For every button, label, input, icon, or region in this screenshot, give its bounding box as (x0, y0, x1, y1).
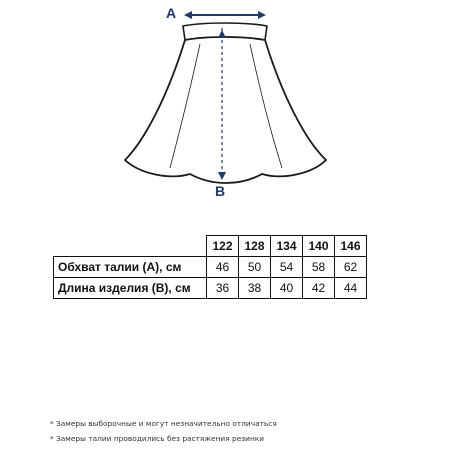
label-a: A (166, 5, 177, 21)
row-label-waist: Обхват талии (А), см (54, 257, 207, 278)
row-label-length: Длина изделия (В), см (54, 278, 207, 299)
table-cell: 58 (303, 257, 335, 278)
table-cell: 54 (271, 257, 303, 278)
size-header-cell: 128 (239, 236, 271, 257)
table-cell: 44 (335, 278, 367, 299)
label-b: B (215, 183, 226, 199)
table-cell: 42 (303, 278, 335, 299)
table-header-row (54, 236, 367, 257)
table-cell: 38 (239, 278, 271, 299)
table-row-waist (54, 257, 367, 278)
table-row-length (54, 278, 367, 299)
table-cell: 40 (271, 278, 303, 299)
footnote-waist: * Замеры талии проводились без растяжения резинки (50, 434, 265, 443)
size-header-cell: 146 (335, 236, 367, 257)
table-cell: 50 (239, 257, 271, 278)
table-cell: 46 (207, 257, 239, 278)
table-cell: 36 (207, 278, 239, 299)
table-corner-cell (54, 236, 207, 257)
skirt-body (125, 37, 326, 183)
table-cell: 62 (335, 257, 367, 278)
size-chart-table (53, 235, 367, 299)
footnote-measurements: * Замеры выборочные и могут незначительно отличаться (50, 419, 277, 428)
size-header-cell: 122 (207, 236, 239, 257)
size-header-cell: 140 (303, 236, 335, 257)
size-header-cell: 134 (271, 236, 303, 257)
